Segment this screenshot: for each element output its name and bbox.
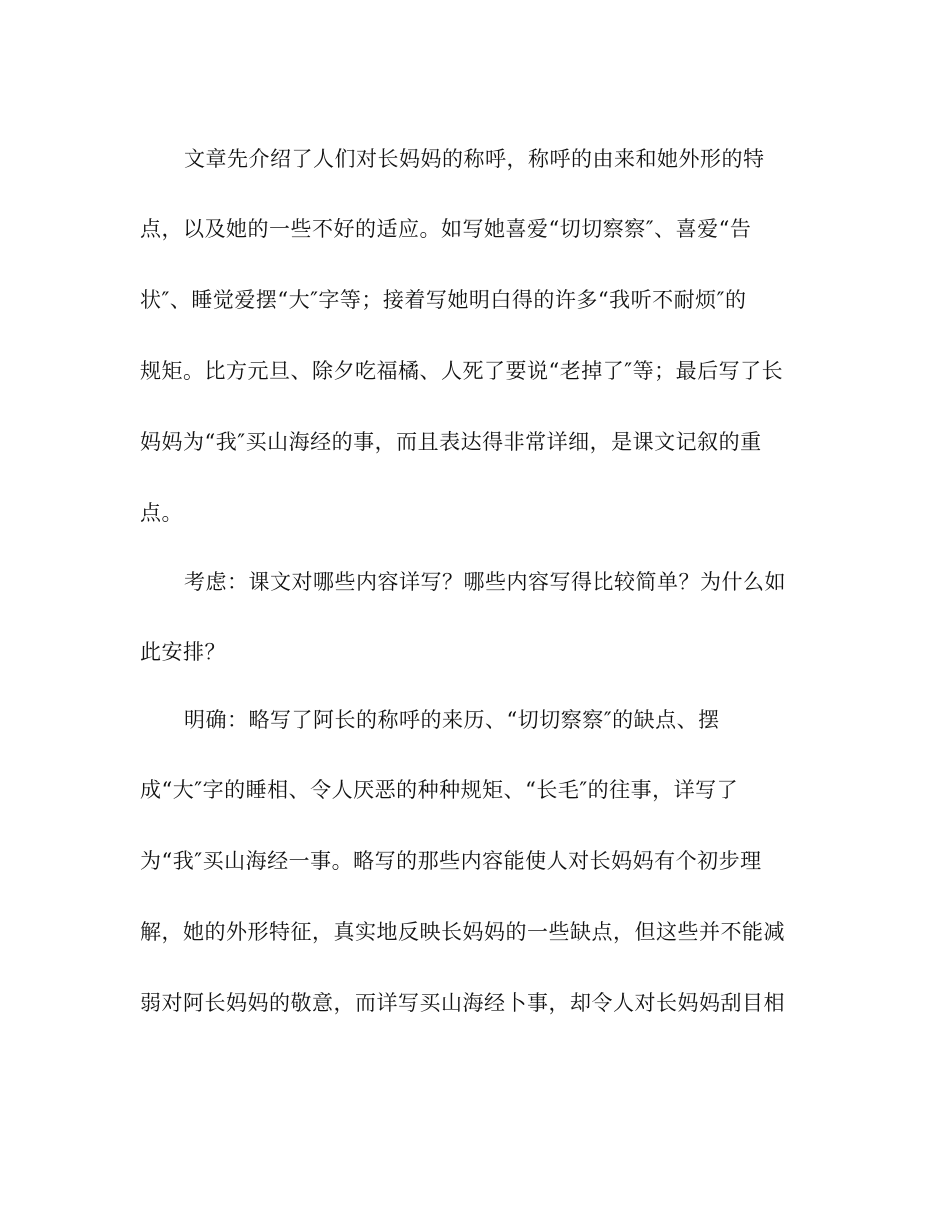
paragraph-1-line-4: 规矩。比方元旦、除夕吃福橘、人死了要说“老掉了″等；最后写了长	[140, 359, 784, 383]
paragraph-1-line-5: 妈妈为“我″买山海经的事，而且表达得非常详细，是课文记叙的重	[140, 430, 762, 454]
paragraph-3-line-5: 弱对阿长妈妈的敬意，而详写买山海经卜事，却令人对长妈妈刮目相	[140, 991, 785, 1015]
paragraph-3-line-2: 成“大″字的睡相、令人厌恶的种种规矩、“长毛″的往事，详写了	[140, 778, 739, 802]
paragraph-3-line-3: 为“我″买山海经一事。略写的那些内容能使人对长妈妈有个初步理	[140, 849, 762, 873]
paragraph-1-line-3: 状″、睡觉爱摆“大″字等；接着写她明白得的许多“我听不耐烦″的	[140, 288, 747, 312]
paragraph-1-line-6: 点。	[140, 501, 183, 525]
paragraph-3-line-1: 明确：略写了阿长的称呼的来历、“切切察察″的缺点、摆	[184, 708, 720, 732]
paragraph-2-line-1: 考虑：课文对哪些内容详写？哪些内容写得比较简单？为什么如	[184, 570, 786, 594]
paragraph-3-line-4: 解，她的外形特征，真实地反映长妈妈的一些缺点，但这些并不能减	[140, 920, 785, 944]
paragraph-1-line-1: 文章先介绍了人们对长妈妈的称呼，称呼的由来和她外形的特	[184, 147, 765, 171]
paragraph-1-line-2: 点，以及她的一些不好的适应。如写她喜爱“切切察察″、喜爱“告	[140, 217, 752, 241]
paragraph-2-line-2: 此安排？	[140, 640, 226, 664]
